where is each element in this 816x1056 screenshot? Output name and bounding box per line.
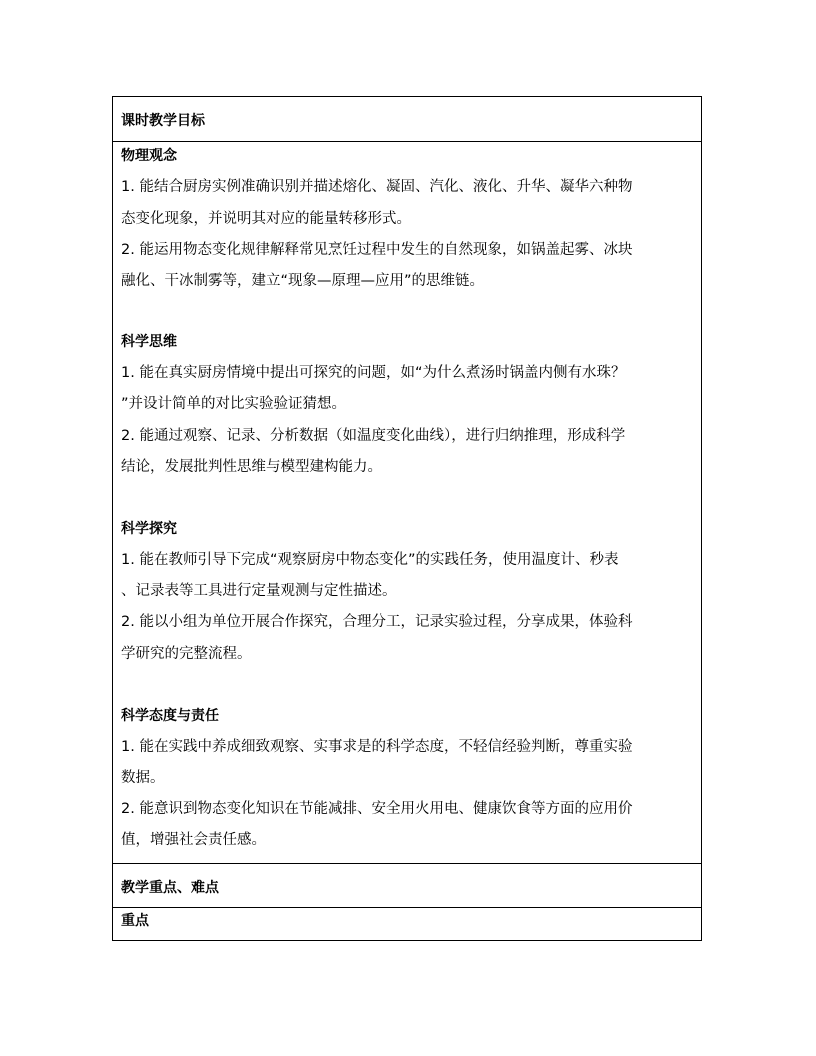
paragraph-line: 、记录表等工具进行定量观测与定性描述。: [121, 583, 397, 599]
paragraph-line: 2. 能意识到物态变化知识在节能减排、安全用火用电、健康饮食等方面的应用价: [121, 801, 633, 817]
paragraph-line: 结论，发展批判性思维与模型建构能力。: [121, 459, 382, 475]
paragraph-line: 1. 能在教师引导下完成“观察厨房中物态变化”的实践任务，使用温度计、秒表: [121, 552, 619, 568]
section-title-scientific-thinking: 科学思维: [121, 334, 177, 350]
paragraph-line: 值，增强社会责任感。: [121, 832, 266, 848]
row-divider: [113, 863, 701, 864]
key-points-heading: 教学重点、难点: [121, 880, 219, 896]
paragraph-line: 2. 能运用物态变化规律解释常见烹饪过程中发生的自然现象，如锅盖起雾、冰块: [121, 242, 633, 258]
paragraph-line: ”并设计简单的对比实验验证猜想。: [121, 396, 347, 412]
paragraph-line: 1. 能在实践中养成细致观察、实事求是的科学态度，不轻信经验判断，尊重实验: [121, 739, 633, 755]
paragraph-line: 1. 能在真实厨房情境中提出可探究的问题，如“为什么煮汤时锅盖内侧有水珠？: [121, 365, 626, 381]
section-title-scientific-inquiry: 科学探究: [121, 521, 177, 537]
section-title-attitude-responsibility: 科学态度与责任: [121, 708, 219, 724]
key-point-label: 重点: [121, 913, 149, 929]
paragraph-line: 1. 能结合厨房实例准确识别并描述熔化、凝固、汽化、液化、升华、凝华六种物: [121, 179, 633, 195]
paragraph-line: 数据。: [121, 770, 165, 786]
section-title-physics-concepts: 物理观念: [121, 148, 177, 164]
paragraph-line: 2. 能通过观察、记录、分析数据（如温度变化曲线），进行归纳推理，形成科学: [121, 428, 626, 444]
row-divider: [113, 907, 701, 908]
paragraph-line: 学研究的完整流程。: [121, 646, 252, 662]
row-divider: [113, 141, 701, 142]
objectives-heading: 课时教学目标: [121, 113, 205, 129]
paragraph-line: 态变化现象，并说明其对应的能量转移形式。: [121, 211, 411, 227]
objectives-table: [112, 96, 702, 941]
paragraph-line: 融化、干冰制雾等，建立“现象—原理—应用”的思维链。: [121, 273, 485, 289]
paragraph-line: 2. 能以小组为单位开展合作探究，合理分工，记录实验过程，分享成果，体验科: [121, 614, 633, 630]
